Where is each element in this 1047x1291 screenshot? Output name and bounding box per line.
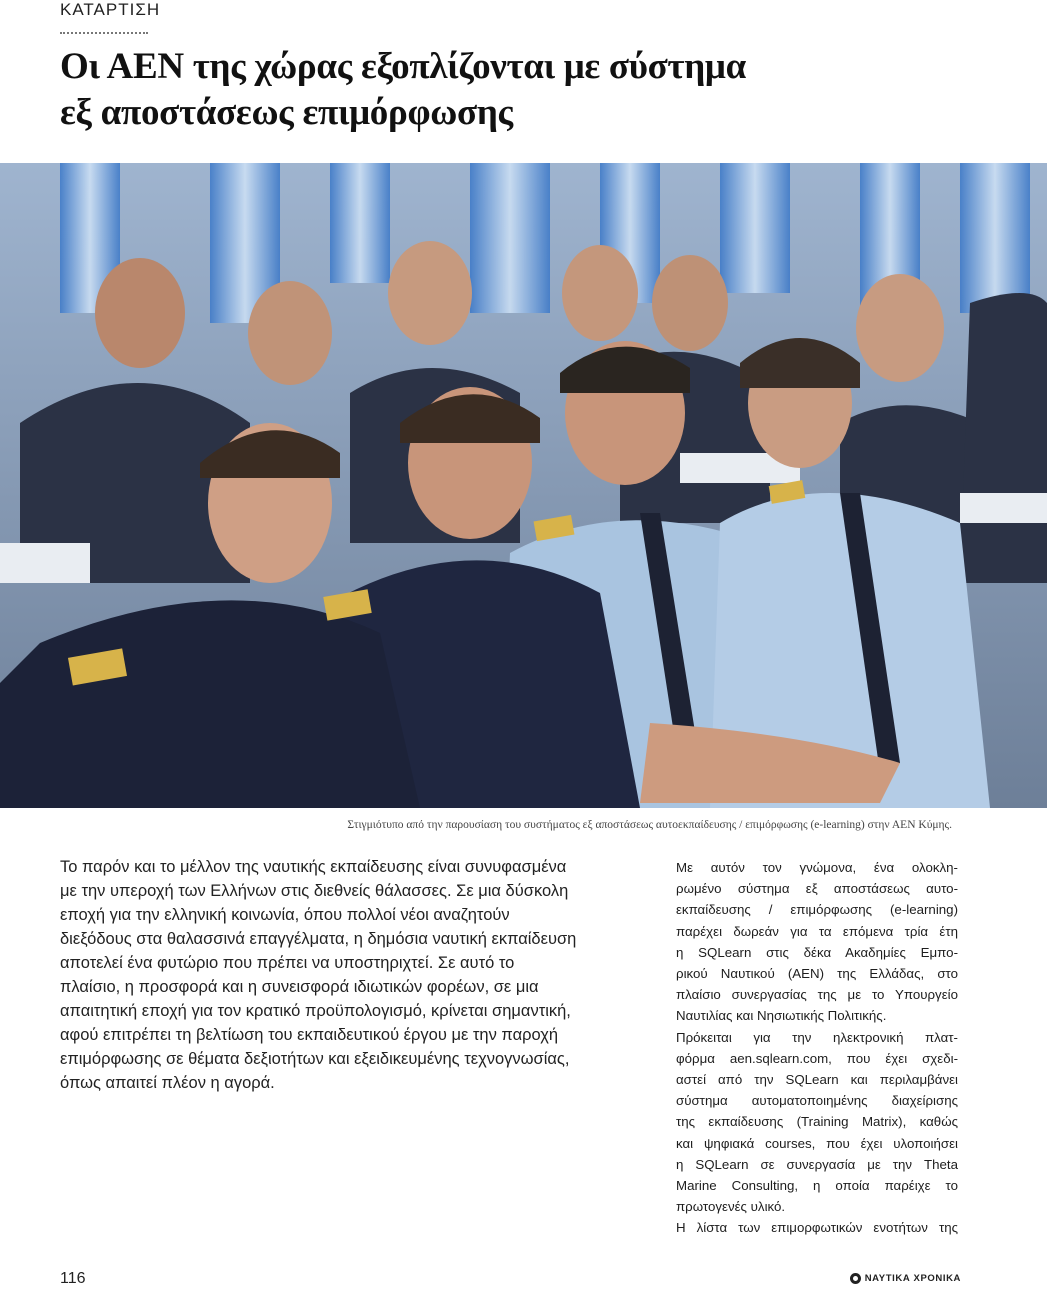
body-line: πρωτογενές υλικό. (676, 1199, 786, 1215)
body-line: ρωμένο σύστημα εξ αποστάσεως αυτο- (676, 881, 958, 897)
page-number: 116 (60, 1270, 86, 1287)
body-line: σύστημα αυτοματοποιημένης διαχείρισης (676, 1093, 958, 1109)
body-line: πλαίσιο συνεργασίας της με το Υπουργείο (676, 987, 958, 1003)
body-line: Με αυτόν τον γνώμονα, ένα ολοκλη- (676, 860, 958, 875)
title-line-1: Οι ΑΕΝ της χώρας εξοπλίζονται με σύστημα (60, 46, 746, 87)
brand-logo-icon (850, 1273, 861, 1284)
lead-line: επιμόρφωσης σε θέματα δεξιοτήτων και εξειδικευμένης τεχνογνωσίας, (60, 1050, 570, 1068)
body-line: η SQLearn στις δέκα Ακαδημίες Εμπο- (676, 944, 958, 960)
lead-line: πλαίσιο, η προσφορά και η συνεισφορά ιδιωτικών φορέων, σε μια (60, 978, 539, 996)
body-line: φόρμα aen.sqlearn.com, που έχει σχεδι- (676, 1050, 958, 1066)
section-divider (60, 32, 148, 34)
title-line-2: εξ αποστάσεως επιμόρφωσης (60, 92, 513, 133)
lead-line: με την υπεροχή των Ελλήνων στις διεθνείς θάλασσες. Σε μια δύσκολη (60, 882, 569, 900)
lead-line: απαιτητική εποχή για τον κρατικό προϋπολογισμό, κρίνεται σημαντική, (60, 1002, 571, 1020)
lead-line: αφού επιτρέπει τη βελτίωση του εκπαιδευτικού έργου με την παροχή (60, 1026, 559, 1044)
lead-line: Το παρόν και το μέλλον της ναυτικής εκπαίδευσης είναι συνυφασμένα (60, 858, 567, 876)
body-line: Ναυτιλίας και Νησιωτικής Πολιτικής. (676, 1008, 887, 1024)
body-column (676, 857, 958, 1239)
publication-brand (850, 1273, 961, 1284)
lead-line: εποχή για την ελληνική κοινωνία, όπου πολλοί νέοι αναζητούν (60, 906, 510, 924)
body-line: παρέχει δωρεάν για τα επόμενα τρία έτη (676, 923, 958, 939)
body-line: Marine Consulting, η οποία παρέιχε το (676, 1178, 958, 1194)
publication-name: ΝΑΥΤΙΚΑ ΧΡΟΝΙΚΑ (864, 1273, 961, 1284)
body-line: Πρόκειται για την ηλεκτρονική πλατ- (676, 1029, 958, 1045)
classroom-photo-illustration (0, 163, 1047, 808)
lead-line: διεξόδους στα θαλασσινά επαγγέλματα, η δημόσια ναυτική εκπαίδευση (60, 930, 577, 948)
body-line: αστεί από την SQLearn και περιλαμβάνει (676, 1072, 958, 1088)
lead-line: όπως απαιτεί πλέον η αγορά. (60, 1074, 275, 1092)
article-photo (0, 163, 1047, 808)
body-line: της εκπαίδευσης (Training Matrix), καθώς (676, 1114, 958, 1130)
photo-caption: Στιγμιότυπο από την παρουσίαση του συστήματος εξ αποστάσεως αυτοεκπαίδευσης / επιμόρφωσης (e-learning) στην ΑΕΝ Κύμης. (347, 819, 952, 831)
body-line: εκπαίδευσης / επιμόρφωσης (e-learning) (676, 902, 958, 918)
lead-paragraph (60, 855, 630, 1095)
article-title (60, 44, 960, 136)
lead-line: αποτελεί ένα φυτώριο που πρέπει να υποστηριχτεί. Σε αυτό το (60, 954, 515, 972)
body-line: ρικού Ναυτικού (ΑΕΝ) της Ελλάδας, στο (676, 966, 958, 982)
body-line: η SQLearn σε συνεργασία με την Theta (676, 1156, 958, 1172)
body-line: Η λίστα των επιμορφωτικών ενοτήτων της (676, 1220, 958, 1236)
body-line: και ψηφιακά courses, που έχει υλοποιήσει (676, 1135, 958, 1151)
section-label: ΚΑΤΑΡΤΙΣΗ (60, 0, 161, 19)
